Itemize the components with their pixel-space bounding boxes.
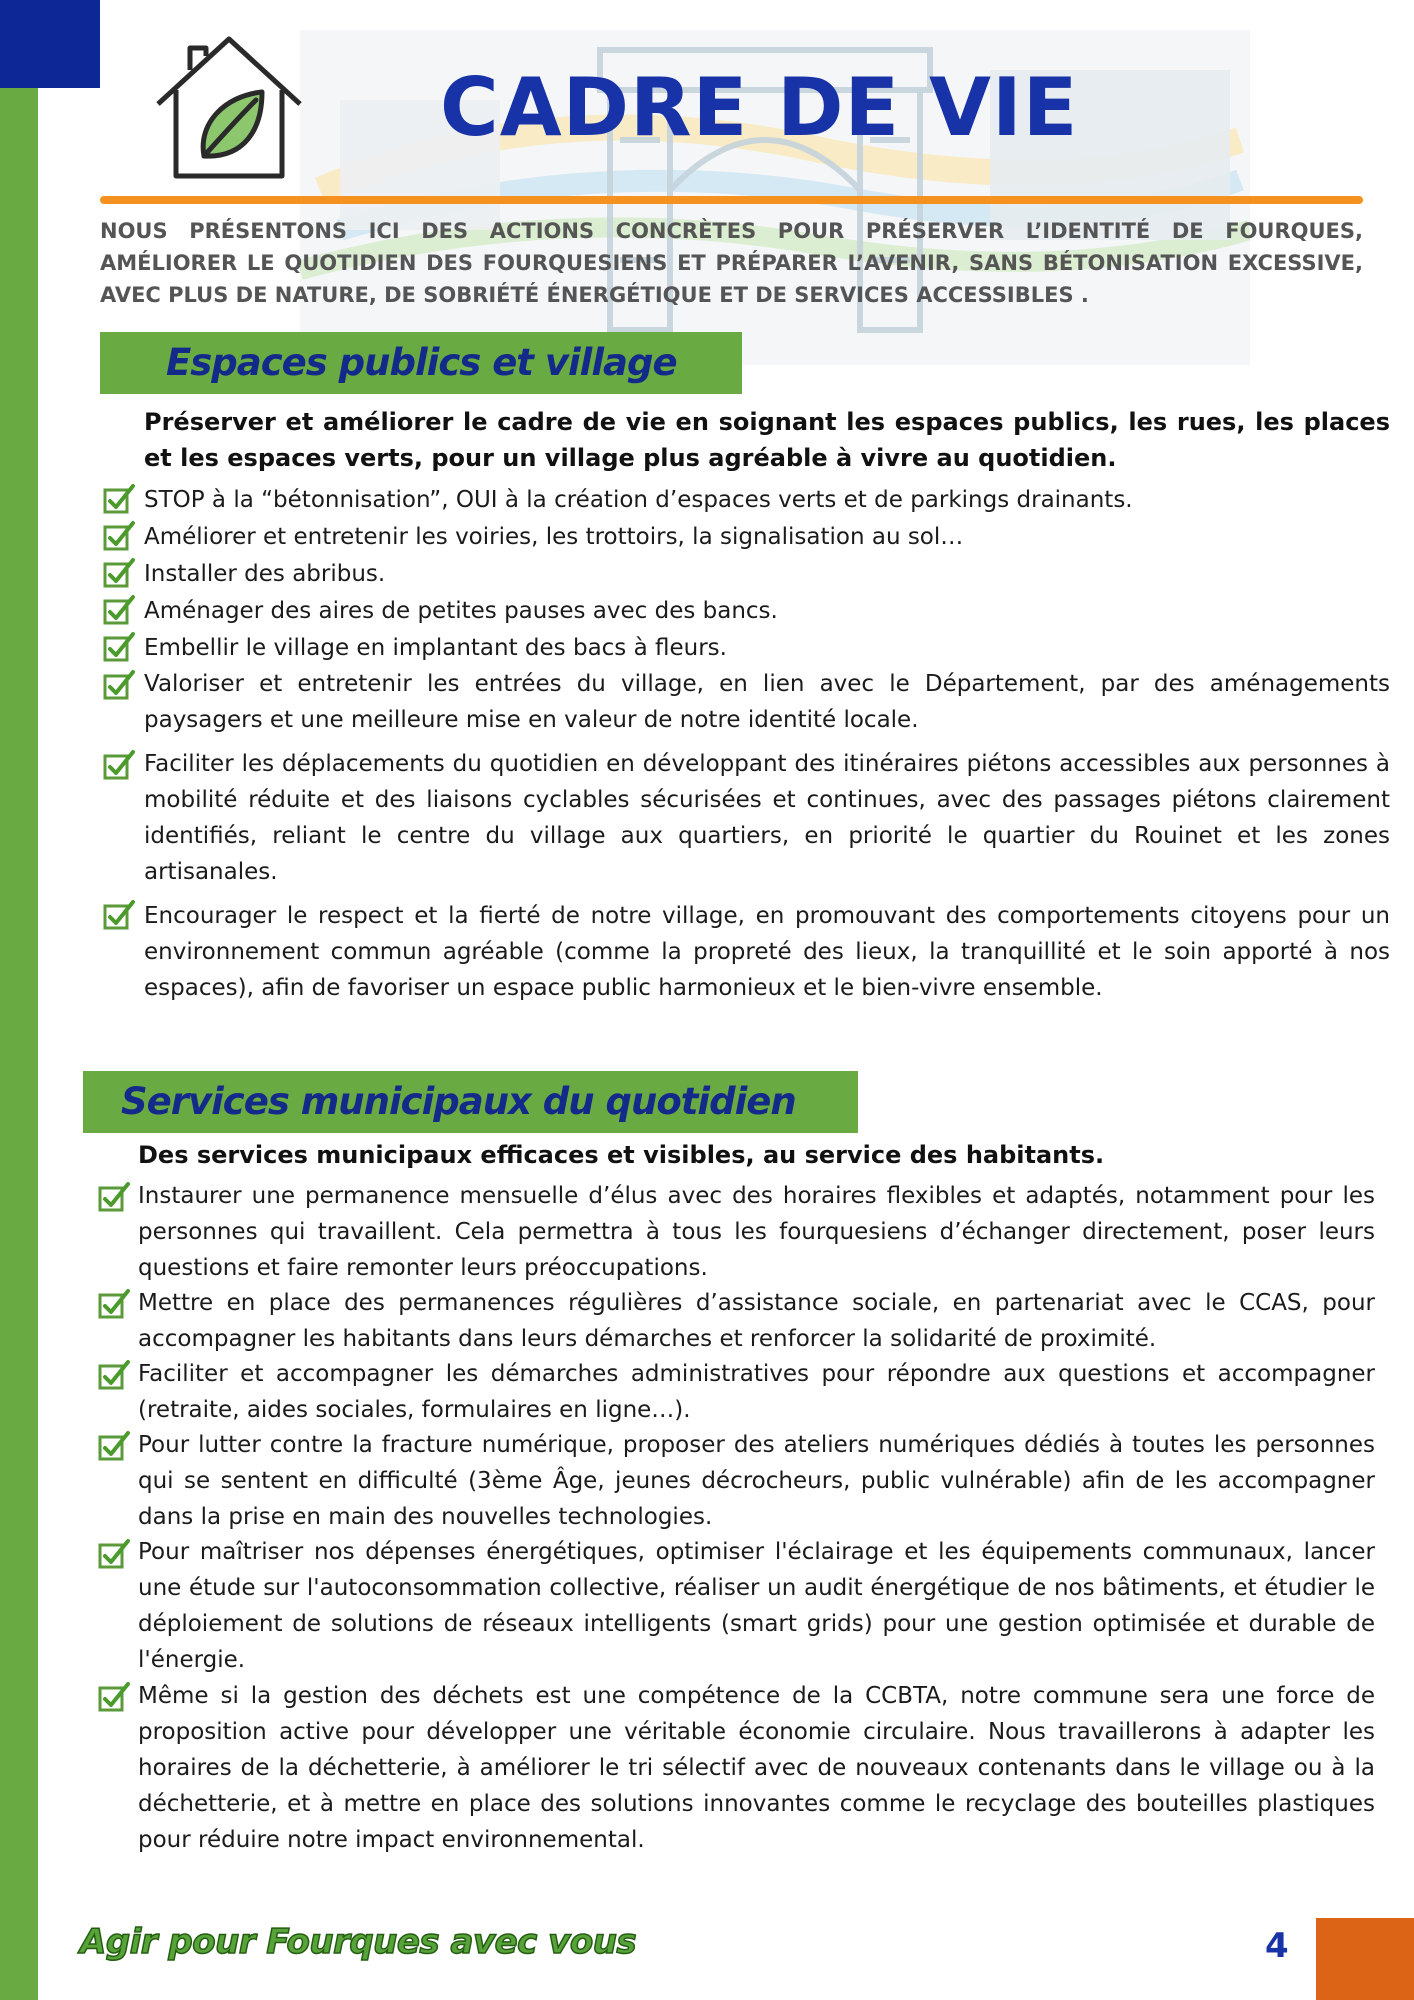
checkbox-check-icon xyxy=(102,898,136,932)
section-2-item-3 xyxy=(138,1356,1375,1428)
section-2-item-6 xyxy=(138,1678,1375,1858)
section-1-item-7 xyxy=(144,746,1390,890)
footer-slogan: Agir pour Fourques avec vous xyxy=(80,1922,637,1962)
section-1-item-5 xyxy=(144,630,1390,666)
section-1-item-1 xyxy=(144,482,1390,518)
item-text: Encourager le respect et la fierté de notre village, en promouvant des comportements citoyens pour un environnement commun agréable (comme la propreté des lieux, la tranquillité et le soin apporté à nos espaces), afin de favoriser un espace public harmonieux et le bien-vivre ensemble. xyxy=(144,903,1390,1001)
section-2-item-4 xyxy=(138,1427,1375,1535)
section-1-item-6 xyxy=(144,666,1390,738)
checkbox-check-icon xyxy=(97,1537,131,1571)
item-text: Pour lutter contre la fracture numérique, proposer des ateliers numériques dédiés à toutes les personnes qui se sentent en difficulté (3ème Âge, jeunes décrocheurs, public vulnérable) afin de les accompagner dans la prise en main des nouvelles technologies. xyxy=(138,1432,1375,1530)
checkbox-check-icon xyxy=(102,556,136,590)
checkbox-check-icon xyxy=(102,482,136,516)
checkbox-check-icon xyxy=(102,593,136,627)
item-text: Améliorer et entretenir les voiries, les trottoirs, la signalisation au sol… xyxy=(144,524,964,550)
section-1-item-4 xyxy=(144,593,1390,629)
checkbox-check-icon xyxy=(97,1287,131,1321)
section-2-item-2 xyxy=(138,1285,1375,1357)
item-text: Instaurer une permanence mensuelle d’élus avec des horaires flexibles et adaptés, notamment pour les personnes qui travaillent. Cela permettra à tous les fourquesiens d’échanger directement, poser leurs questions et faire remonter leurs préoccupations. xyxy=(138,1183,1375,1281)
checkbox-check-icon xyxy=(102,668,136,702)
left-green-bar xyxy=(0,0,38,2000)
checkbox-check-icon xyxy=(102,630,136,664)
section-2-title: Services municipaux du quotidien xyxy=(121,1080,796,1123)
item-text: Même si la gestion des déchets est une compétence de la CCBTA, notre commune sera une force de proposition active pour développer une véritable économie circulaire. Nous travaillerons à adapter les horaires de la déchetterie, à améliorer le tri sélectif avec de nouveaux contenants dans le village ou à la déchetterie, et à mettre en place des solutions innovantes comme le recyclage des bouteilles plastiques pour réduire notre impact environnemental. xyxy=(138,1683,1375,1853)
top-left-navy-block xyxy=(0,0,100,88)
section-1-lead: Préserver et améliorer le cadre de vie en soignant les espaces publics, les rues, les places et les espaces verts, pour un village plus agréable à vivre au quotidien. xyxy=(144,408,1390,472)
section-1-item-2 xyxy=(144,519,1390,555)
section-2-lead: Des services municipaux efficaces et visibles, au service des habitants. xyxy=(138,1141,1105,1169)
item-text: Mettre en place des permanences régulières d’assistance sociale, en partenariat avec le CCAS, pour accompagner les habitants dans leurs démarches et renforcer la solidarité de proximité. xyxy=(138,1290,1375,1352)
item-text: Installer des abribus. xyxy=(144,561,386,587)
page-number: 4 xyxy=(1265,1926,1289,1966)
checkbox-check-icon xyxy=(97,1429,131,1463)
item-text: Faciliter les déplacements du quotidien en développant des itinéraires piétons accessibles aux personnes à mobilité réduite et des liaisons cyclables sécurisées et continues, avec des passages piétons clairement identifiés, reliant le centre du village aux quartiers, en priorité le quartier du Rouinet et les zones artisanales. xyxy=(144,751,1390,885)
house-leaf-icon xyxy=(146,34,312,184)
title-underline xyxy=(100,196,1363,204)
intro-paragraph: NOUS PRÉSENTONS ICI DES ACTIONS CONCRÈTES POUR PRÉSERVER L’IDENTITÉ DE FOURQUES, AMÉLIORER LE QUOTIDIEN DES FOURQUESIENS ET PRÉPARER L’AVENIR, SANS BÉTONISATION EXCESSIVE, AVEC PLUS DE NATURE, DE SOBRIÉTÉ ÉNERGÉTIQUE ET DE SERVICES ACCESSIBLES . xyxy=(100,219,1363,307)
checkbox-check-icon xyxy=(97,1680,131,1714)
checkbox-check-icon xyxy=(102,519,136,553)
section-1-title: Espaces publics et village xyxy=(166,341,677,384)
section-2-item-1 xyxy=(138,1178,1375,1286)
section-1-item-3 xyxy=(144,556,1390,592)
checkbox-check-icon xyxy=(97,1180,131,1214)
checkbox-check-icon xyxy=(97,1358,131,1392)
section-2-item-5 xyxy=(138,1534,1375,1678)
item-text: Embellir le village en implantant des bacs à fleurs. xyxy=(144,635,727,661)
checkbox-check-icon xyxy=(102,748,136,782)
item-text: STOP à la “bétonnisation”, OUI à la création d’espaces verts et de parkings drainants. xyxy=(144,487,1133,513)
page-title: CADRE DE VIE xyxy=(440,61,1079,154)
item-text: Pour maîtriser nos dépenses énergétiques, optimiser l'éclairage et les équipements communaux, lancer une étude sur l'autoconsommation collective, réaliser un audit énergétique de nos bâtiments, et étudier le déploiement de solutions de réseaux intelligents (smart grids) pour une gestion optimisée et durable de l'énergie. xyxy=(138,1539,1375,1673)
bottom-right-orange-block xyxy=(1316,1918,1414,2000)
section-1-item-8 xyxy=(144,898,1390,1006)
item-text: Aménager des aires de petites pauses avec des bancs. xyxy=(144,598,778,624)
item-text: Valoriser et entretenir les entrées du village, en lien avec le Département, par des aménagements paysagers et une meilleure mise en valeur de notre identité locale. xyxy=(144,671,1390,733)
item-text: Faciliter et accompagner les démarches administratives pour répondre aux questions et accompagner (retraite, aides sociales, formulaires en ligne…). xyxy=(138,1361,1375,1423)
